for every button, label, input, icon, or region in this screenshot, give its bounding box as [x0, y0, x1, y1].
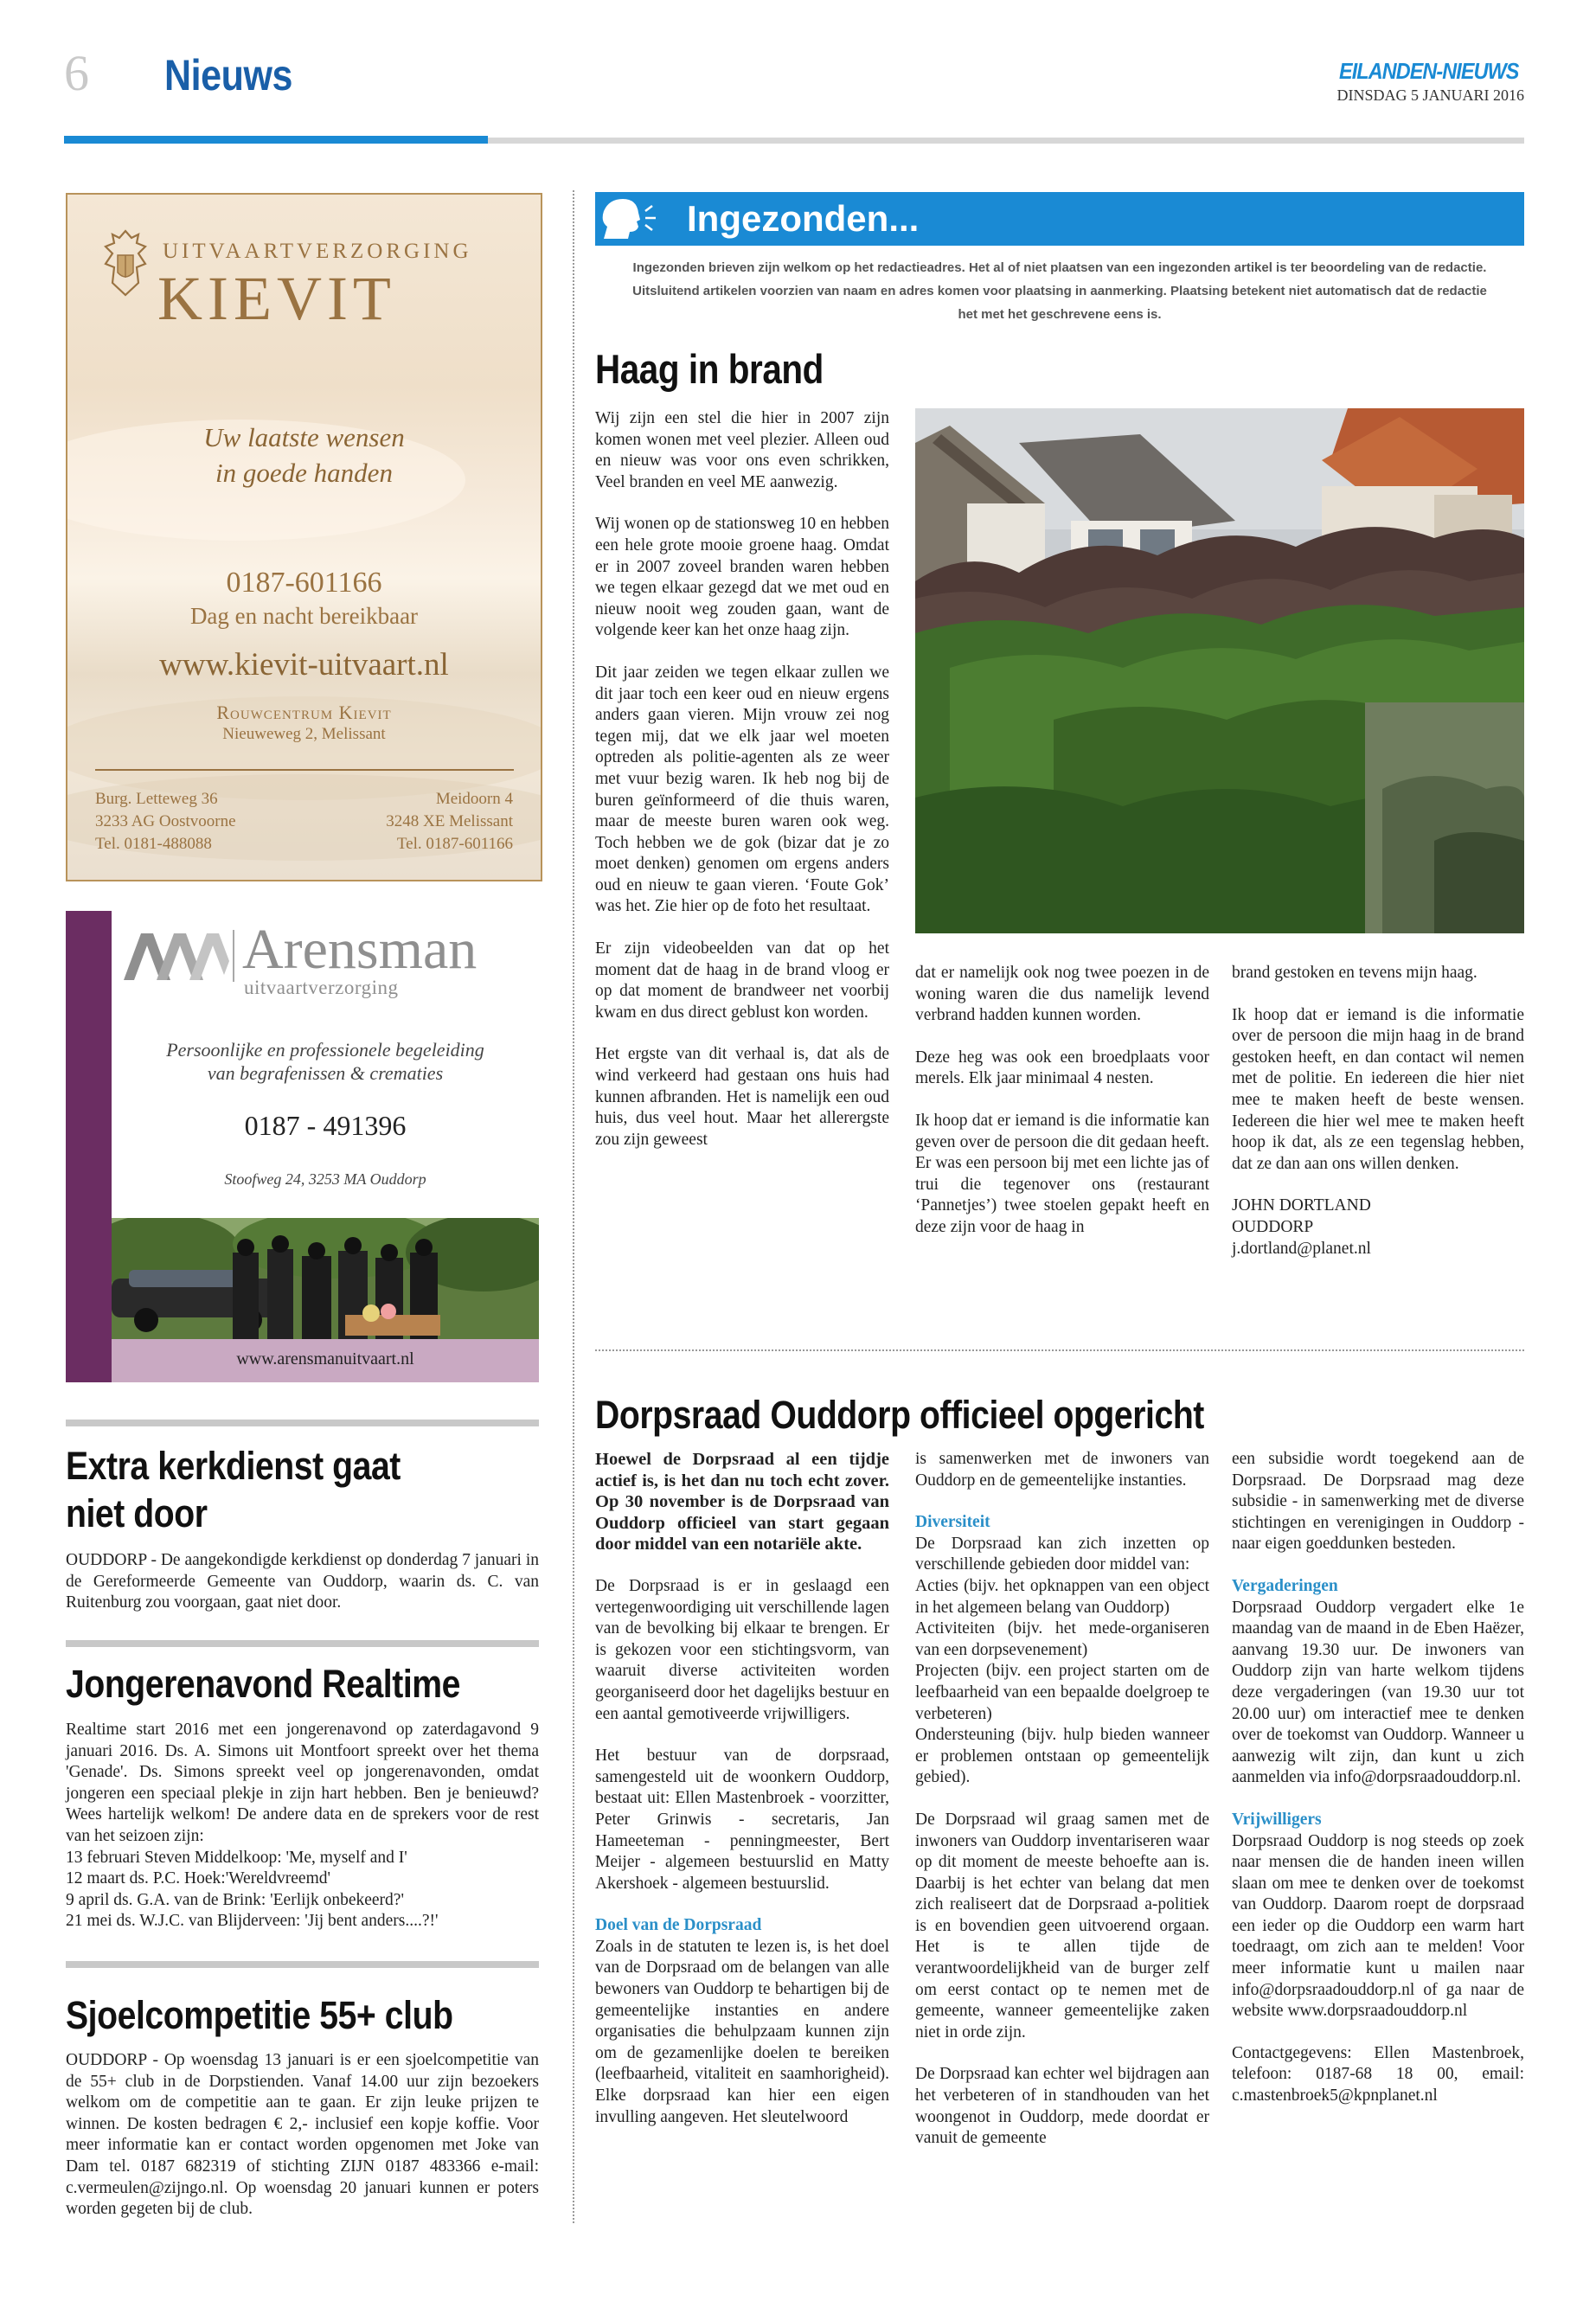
haag-paragraph: Dit jaar zeiden we tegen elkaar zullen we dit jaar toch een keer oud en nieuw ergens anders gaan vieren. Mijn vrouw zei nog tegen mij, dat we elk jaar wel moeten optreden als politie-agenten als ze weer met vuur bezig waren. Ik heb nog bij de buren geïnformeerd of die thuis waren, maar de meeste buren waren ook weg. Toch hebben we de gok (bizar dat je zo moet denken) genomen om ergens anders oud en nieuw te gaan vieren. ‘Foute Gok’ was het. Zie hier op de foto het resultaat. [595, 663, 889, 916]
ingezonden-disclaimer-3: het met het geschrevene eens is. [958, 307, 1162, 322]
ingezonden-disclaimer-1: Ingezonden brieven zijn welkom op het redactieadres. Het al of niet plaatsen van een ingezonden artikel is ter beoordeling van de redactie. [632, 260, 1487, 275]
jongeren-item: 9 april ds. G.A. van de Brink: 'Eerlijk onbekeerd?' [66, 1890, 404, 1909]
dorpsraad-intro: Hoewel de Dorpsraad al een tijdje actief is, is het dan nu toch echt zover. Op 30 november is de Dorpsraad van Ouddorp officieel van start gegaan door middel van een notariële akte. [595, 1450, 889, 1554]
dorpsraad-paragraph: De Dorpsraad wil graag samen met de inwoners van Ouddorp inventariseren waar op dit moment de meeste behoefte aan is. Daarbij is het echter van belang dat men zich realiseert dat de Dorpsraad a-politiek is en bovendien geen uitvoerend orgaan. Het is te allen tijde de verantwoordelijkheid van de burger zelf om eerst contact op te nemen met de gemeente, wanneer gemeentelijke zaken niet in orde zijn. [915, 1810, 1209, 2041]
kievit-website[interactable]: www.kievit-uitvaart.nl [159, 647, 449, 683]
arensman-desc-2: van begrafenissen & crematies [207, 1062, 444, 1084]
kievit-divider [95, 769, 514, 771]
kievit-right-1: Meidoorn 4 [435, 790, 513, 808]
dorpsraad-subhead: Doel van de Dorpsraad [595, 1916, 762, 1935]
kievit-availability: Dag en nacht bereikbaar [189, 603, 419, 629]
kievit-centre-address: Nieuweweg 2, Melissant [222, 725, 386, 743]
section-separator [595, 1349, 1524, 1351]
kievit-left-1: Burg. Letteweg 36 [95, 790, 218, 808]
haag-paragraph: Er zijn videobeelden van dat op het moment dat de haag in de brand vloog er op dat moment de brandweer net voorbij kwam en dus direct geblust kon worden. [595, 939, 889, 1022]
kievit-tagline-1: Uw laatste wensen [203, 422, 405, 452]
haag-signature-email: j.dortland@planet.nl [1232, 1239, 1371, 1258]
arensman-website[interactable]: www.arensmanuitvaart.nl [236, 1349, 414, 1368]
kievit-right-2: 3248 XE Melissant [386, 812, 513, 830]
haag-signature-name: JOHN DORTLAND [1232, 1196, 1371, 1215]
jongeren-item: 13 februari Steven Middelkoop: 'Me, myself and I' [66, 1848, 407, 1867]
kerk-title-1: Extra kerkdienst gaat [66, 1444, 401, 1488]
dorpsraad-paragraph: De Dorpsraad kan echter wel bijdragen aan het verbeteren of in standhouden van het woongenot in Ouddorp, mede doordat er vanuit de gemeente [915, 2065, 1209, 2148]
page-number: 6 [64, 45, 89, 101]
arensman-sub: uitvaartverzorging [244, 977, 399, 998]
dorpsraad-list-item: Projecten (bijv. een project starten om de leefbaarheid van een bepaalde doelgroep te verbeteren) [915, 1662, 1209, 1723]
jongeren-item: 12 maart ds. P.C. Hoek:'Wereldvreemd' [66, 1869, 331, 1888]
kerk-body: OUDDORP - De aangekondigde kerkdienst op donderdag 7 januari in de Gereformeerde Gemeente van Ouddorp, waarin ds. C. van Ruitenburg zou voorgaan, gaat niet door. [66, 1551, 539, 1612]
dorpsraad-paragraph: Dorpsraad Ouddorp vergadert elke 1e maandag van de maand in de Eben Haëzer, aanvang 19.30 uur. De inwoners van Ouddorp zijn van harte welkom tijdens deze vergaderingen (van 19.30 uur tot 20.00 uur) om interactief mee te denken over de toekomst van Ouddorp. Wanneer u aanwezig wilt zijn, dan kunt u zich aanmelden via info@dorpsraadouddorp.nl. [1232, 1598, 1524, 1787]
sjoel-title: Sjoelcompetitie 55+ club [66, 1993, 453, 2037]
kievit-name: KIEVIT [157, 264, 396, 333]
haag-paragraph: Ik hoop dat er iemand is die informatie over de persoon die mijn haag in de brand gestoken heeft, en dan contact wil nemen met de politie. En iedereen die hier niet mee te maken heeft de beste wensen. Iedereen die hier wel mee te maken heeft hoop ik dat, als ze een tegenslag hebben, dat ze dan aan ons willen denken. [1232, 1005, 1524, 1173]
dorpsraad-title: Dorpsraad Ouddorp officieel opgericht [595, 1393, 1204, 1437]
hedge-photo [915, 408, 1524, 933]
arensman-name: Arensman [242, 918, 478, 981]
section-title: Nieuws [164, 51, 292, 99]
dorpsraad-list-item: Ondersteuning (bijv. hulp bieden wanneer er problemen ontstaan op gemeentelijk gebied). [915, 1726, 1209, 1787]
dorpsraad-list-item: Activiteiten (bijv. het mede-organiseren van een dorpsevenement) [915, 1619, 1209, 1659]
dorpsraad-paragraph: De Dorpsraad kan zich inzetten op verschillende gebieden door middel van: [915, 1534, 1209, 1574]
dorpsraad-subhead: Diversiteit [915, 1513, 990, 1532]
dorpsraad-paragraph: Zoals in de statuten te lezen is, is het doel van de Dorpsraad om de belangen van alle bewoners van Ouddorp te behartigen bij de gemeentelijke instanties en andere organisaties die behulpzaam kunnen zijn om de gezamenlijke doelen te bereiken (leefbaarheid, vitaliteit en saamhorigheid). Elke dorpsraad kan hier een eigen invulling aangeven. Het sleutelwoord [595, 1937, 889, 2126]
ad-kievit[interactable] [66, 193, 542, 881]
haag-col-2 [915, 963, 1209, 1239]
issue-date: DINSDAG 5 JANUARI 2016 [1336, 87, 1524, 104]
kievit-left-3: Tel. 0181-488088 [95, 835, 212, 853]
arensman-logo-icon [122, 930, 230, 982]
arensman-desc-1: Persoonlijke en professionele begeleiding [166, 1039, 484, 1061]
dorpsraad-subhead: Vrijwilligers [1232, 1810, 1322, 1829]
arensman-phone: 0187 - 491396 [244, 1110, 407, 1141]
kievit-centre: Rouwcentrum Kievit [216, 702, 392, 723]
arensman-logo-divider [233, 930, 234, 982]
dorpsraad-paragraph: een subsidie wordt toegekend aan de Dorpsraad. De Dorpsraad mag deze subsidie - in samenwerking met de diverse stichtingen en verenigingen in Ouddorp - naar eigen goeddunken besteden. [1232, 1450, 1524, 1554]
haag-col-1 [595, 408, 889, 1150]
haag-title: Haag in brand [595, 346, 824, 392]
ingezonden-disclaimer-2: Uitsluitend artikelen voorzien van naam en adres komen voor plaatsing in aanmerking. Plaatsing betekent niet automatisch dat de redactie [632, 284, 1487, 298]
jongeren-article [66, 1720, 539, 1932]
ad-arensman[interactable] [66, 911, 539, 1382]
ingezonden-title: Ingezonden... [687, 198, 920, 239]
kievit-top: UITVAARTVERZORGING [163, 240, 472, 263]
arensman-side-bar [66, 911, 112, 1382]
header-rule-accent [64, 136, 488, 144]
kerk-rule [66, 1420, 539, 1426]
jongeren-body: Realtime start 2016 met een jongerenavond op zaterdagavond 9 januari 2016. Ds. A. Simons uit Montfoort spreekt over het thema 'Genade'. Ds. Simons spreekt veel op jongerenavonden, omdat jongeren een speciaal plekje in zijn hart hebben. Ben je benieuwd? Wees hartelijk welkom! De andere data en de sprekers voor de rest van het seizoen zijn: [66, 1721, 539, 1845]
sjoel-body: OUDDORP - Op woensdag 13 januari is er een sjoelcompetitie van de 55+ club in de Dorpstienden. Vanaf 14.00 uur zijn bezoekers welkom om de competitie aan te gaan. Er zijn leuke prijzen te winnen. De kosten bedragen € 2,- inclusief een kopje koffie. Voor meer informatie kan er contact worden opgenomen met Joke van Dam tel. 0187 682319 of stichting ZIJN 0187 483366 e-mail: c.vermeulen@zijngo.nl. Op woensdag 20 januari kunnen er poters worden gegeten bij de club. [66, 2051, 539, 2219]
haag-paragraph: Wij wonen op de stationsweg 10 en hebben een hele grote mooie groene haag. Omdat er in 2007 zoveel branden waren hebben we tegen elkaar gezegd dat we met oud en nieuw nooit weg zouden gaan, want de volgende keer kan het onze haag zijn. [595, 515, 889, 640]
haag-paragraph: Deze heg was ook een broedplaats voor merels. Elk jaar minimaal 4 nesten. [915, 1048, 1209, 1088]
funeral-photo [112, 1218, 539, 1339]
haag-paragraph: Ik hoop dat er iemand is die informatie kan geven over de persoon die dit gedaan heeft. Er was een persoon bij met een lichte jas of trui die tegenover ons (restaurant ‘Pannetjes’) twee stoelen gepakt heeft en deze zijn voor de haag in [915, 1111, 1209, 1236]
kievit-phone: 0187-601166 [226, 567, 382, 599]
dorpsraad-col-3 [1232, 1449, 1524, 2107]
jongeren-title: Jongerenavond Realtime [66, 1662, 461, 1706]
haag-col-3 [1232, 963, 1524, 1259]
dorpsraad-subhead: Vergaderingen [1232, 1576, 1338, 1595]
sjoel-rule [66, 1961, 539, 1968]
dorpsraad-paragraph: is samenwerken met de inwoners van Ouddorp en de gemeentelijke instanties. [915, 1450, 1209, 1490]
jongeren-rule [66, 1640, 539, 1647]
speaking-head-icon [599, 195, 661, 242]
kerk-title-2: niet door [66, 1491, 208, 1535]
dorpsraad-col-1 [595, 1449, 889, 2128]
kievit-tagline-2: in goede handen [215, 458, 393, 488]
masthead-logo: EILANDEN-NIEUWS [1339, 58, 1519, 84]
haag-paragraph: brand gestoken en tevens mijn haag. [1232, 964, 1477, 982]
kievit-right-3: Tel. 0187-601166 [396, 835, 513, 853]
haag-signature-place: OUDDORP [1232, 1217, 1314, 1236]
dorpsraad-paragraph: Het bestuur van de dorpsraad, samengesteld uit de woonkern Ouddorp, bestaat uit: Ellen Mastenbroek - voorzitter, Peter Grinwis - secretaris, Jan Hameeteman - penningmeester, Bert Meijer - algemeen bestuurslid en Matty Akershoek - algemeen bestuurslid. [595, 1747, 889, 1893]
header-rule [488, 138, 1524, 144]
haag-paragraph: Wij zijn een stel die hier in 2007 zijn komen wonen met veel plezier. Alleen oud en nieuw was voor ons even schrikken, Veel branden en veel ME aanwezig. [595, 409, 889, 491]
haag-paragraph: Het ergste van dit verhaal is, dat als de wind verkeerd had gestaan ons huis had kunnen afbranden. Het is namelijk een oud huis, dus veel hout. Maar het allerergste zou zijn geweest [595, 1045, 889, 1149]
jongeren-item: 21 mei ds. W.J.C. van Blijderveen: 'Jij bent anders....?!' [66, 1912, 439, 1931]
dorpsraad-list-item: Acties (bijv. het opknappen van een object in het algemeen belang van Ouddorp) [915, 1576, 1209, 1617]
dorpsraad-paragraph: Dorpsraad Ouddorp is nog steeds op zoek naar mensen die de handen ineen willen slaan om mee te denken over de toekomst van Ouddorp. Daarom roept de dorpsraad een ieder op die Ouddorp een warm hart toedraagt, om zich aan te melden! Voor meer informatie kunt u mailen naar info@dorpsraadouddorp.nl of ga naar de website www.dorpsraadouddorp.nl [1232, 1831, 1524, 2021]
crest-icon [99, 229, 152, 298]
column-separator [573, 190, 574, 2223]
haag-paragraph: dat er namelijk ook nog twee poezen in de woning waren die dus namelijk levend verbrand hadden kunnen worden. [915, 964, 1209, 1025]
dorpsraad-contact: Contactgegevens: Ellen Mastenbroek, telefoon: 0187-68 18 00, email: c.mastenbroek5@kpnplanet.nl [1232, 2043, 1524, 2106]
arensman-address: Stoofweg 24, 3253 MA Ouddorp [224, 1170, 426, 1188]
dorpsraad-col-2 [915, 1449, 1209, 2150]
dorpsraad-paragraph: De Dorpsraad is er in geslaagd een vertegenwoordiging uit verschillende lagen van de bevolking bij elkaar te brengen. Er is gekozen voor een stichtingsvorm, van waaruit diverse activiteiten worden georganiseerd door het dagelijks bestuur en een aantal gemotiveerde vrijwilligers. [595, 1576, 889, 1723]
kievit-left-2: 3233 AG Oostvoorne [95, 812, 236, 830]
